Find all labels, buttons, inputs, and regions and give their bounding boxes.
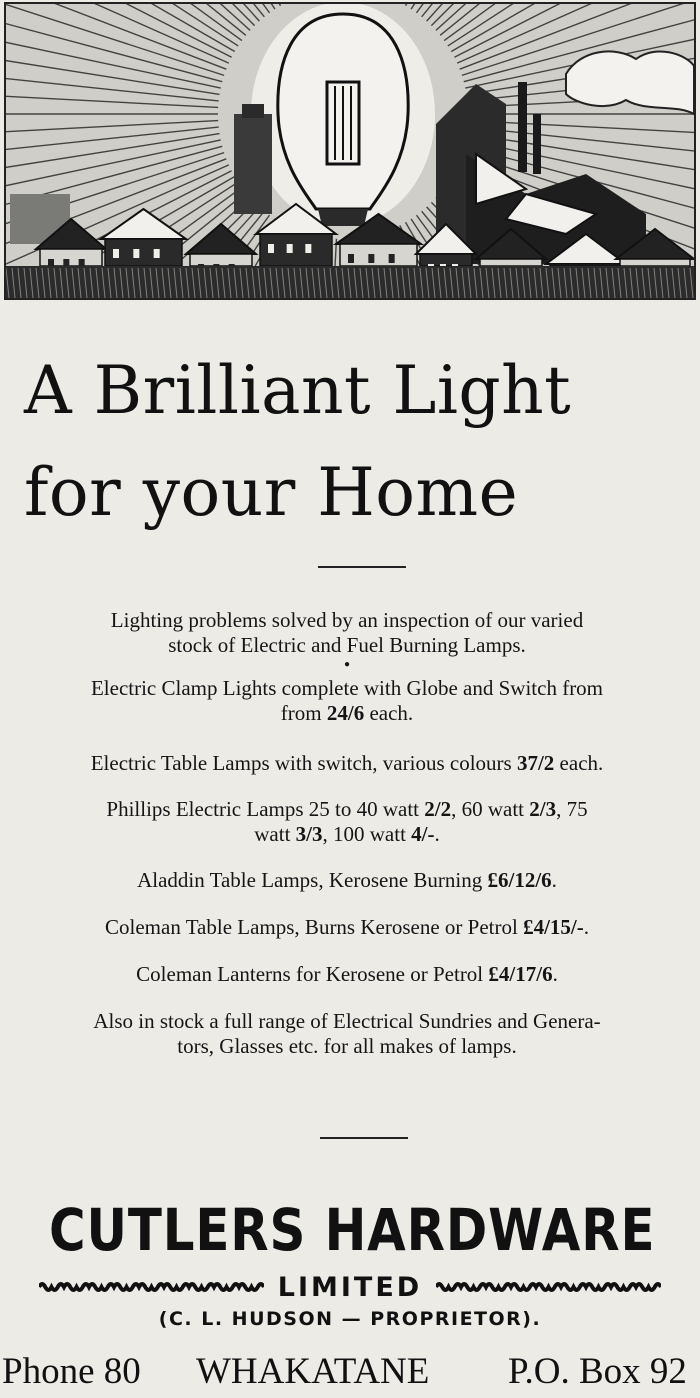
item-text: . [552, 962, 558, 986]
item-text: . [434, 822, 440, 846]
item-price: 2/3 [529, 797, 557, 821]
item-text: Electric Table Lamps with switch, various colours [90, 751, 517, 775]
item-text: , 60 watt [451, 797, 530, 821]
bullet-dot-icon: ● [343, 659, 351, 670]
item-text: , 100 watt [322, 822, 412, 846]
item-price: £6/12/6 [487, 868, 552, 892]
wave-ornament-icon [39, 1279, 264, 1295]
po-box: P.O. Box 92 [508, 1351, 687, 1392]
item-text: Coleman Table Lamps, Burns Kerosene or Petrol [105, 915, 524, 939]
item-text: each. [554, 751, 604, 775]
item-text: Also in stock a full range of Electrical Sundries and Genera- [93, 1009, 601, 1033]
list-item [12, 868, 682, 893]
item-text: from [280, 701, 327, 725]
headline [24, 340, 684, 544]
item-text: . [551, 868, 557, 892]
headline-line-1: A Brilliant Light [24, 352, 572, 429]
item-price: £4/15/- [523, 915, 584, 939]
town-name: WHAKATANE [196, 1351, 430, 1392]
divider-rule [320, 1137, 408, 1139]
item-text: , 75 [556, 797, 588, 821]
contact-footer [0, 1350, 700, 1396]
item-price: 3/3 [295, 822, 323, 846]
phone-number: Phone 80 [2, 1351, 141, 1392]
limited-row [0, 1270, 700, 1304]
divider-rule [318, 566, 406, 568]
company-name: CUTLERS HARDWARE [49, 1196, 656, 1264]
list-item [12, 751, 682, 776]
item-text: watt [254, 822, 296, 846]
item-text: each. [364, 701, 414, 725]
item-price: 24/6 [326, 701, 365, 725]
list-item [12, 962, 682, 987]
item-text: Electric Clamp Lights complete with Globe and Switch from [90, 676, 604, 700]
product-list [12, 608, 682, 1059]
item-price: 2/2 [424, 797, 452, 821]
item-text: Aladdin Table Lamps, Kerosene Burning [137, 868, 488, 892]
list-item [12, 676, 682, 726]
item-text: Coleman Lanterns for Kerosene or Petrol [136, 962, 489, 986]
item-price: 4/- [411, 822, 435, 846]
list-item [12, 797, 682, 847]
item-text: stock of Electric and Fuel Burning Lamps. [168, 633, 526, 657]
item-price: 37/2 [516, 751, 555, 775]
list-item [12, 915, 682, 940]
light-bulb-over-town-illustration [4, 2, 696, 300]
item-text: Lighting problems solved by an inspection of our varied [110, 608, 584, 632]
list-item [12, 608, 682, 658]
item-text: tors, Glasses etc. for all makes of lamps. [177, 1034, 517, 1058]
wave-ornament-icon [436, 1279, 661, 1295]
list-item [12, 1009, 682, 1059]
headline-line-2: for your Home [24, 454, 519, 531]
item-text: . [583, 915, 589, 939]
company-limited: LIMITED [277, 1271, 423, 1303]
item-price: £4/17/6 [488, 962, 553, 986]
proprietor-line: (C. L. HUDSON — PROPRIETOR). [158, 1308, 542, 1330]
item-text: Phillips Electric Lamps 25 to 40 watt [106, 797, 425, 821]
